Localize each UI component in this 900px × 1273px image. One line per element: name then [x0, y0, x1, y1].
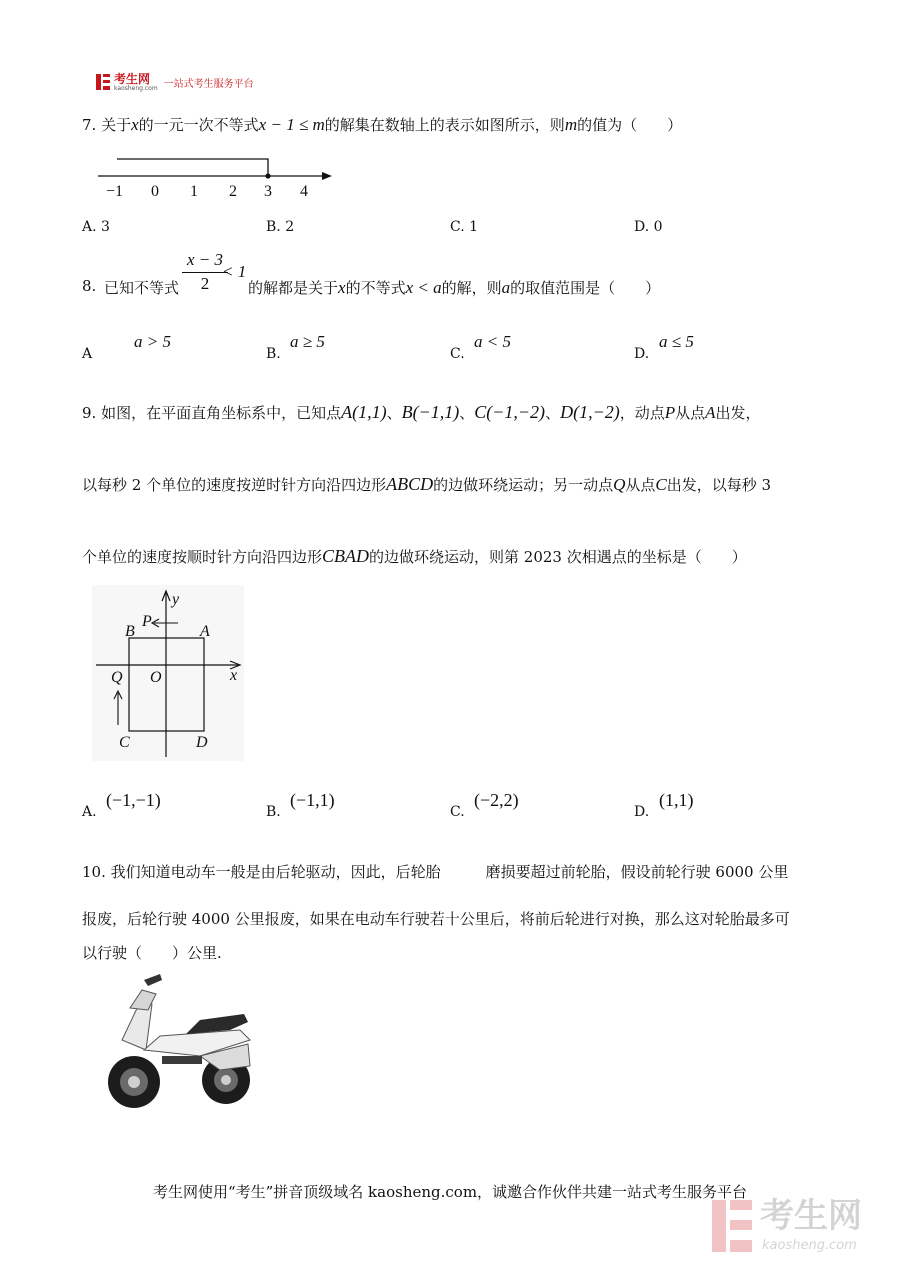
electric-scooter-image: [100, 970, 260, 1116]
axis-arrow-icon: [322, 172, 332, 180]
q9-option-d-letter[interactable]: D.: [634, 804, 650, 820]
coordinate-figure: [92, 585, 244, 761]
watermark-url: kaosheng.com: [762, 1238, 857, 1253]
fraction-denominator: 2: [200, 274, 210, 293]
logo-icon: [96, 74, 110, 90]
label-o: O: [150, 669, 162, 686]
question-9-line-2: 以每秒 2 个单位的速度按逆时针方向沿四边形ABCD的边做环绕运动；另一动点Q从点C出发，以每秒 3: [82, 474, 772, 494]
q8-option-d-value[interactable]: a ≤ 5: [659, 332, 694, 351]
watermark: [712, 1196, 882, 1260]
question-8-text: 已知不等式: [104, 279, 180, 297]
logo-name: 考生网: [114, 71, 151, 86]
q7-option-d[interactable]: D. 0: [634, 219, 663, 235]
axis-label: 1: [190, 183, 198, 200]
label-y: y: [172, 591, 180, 608]
axis-label: 4: [300, 183, 308, 200]
q9-option-b-value[interactable]: (−1,1): [290, 790, 335, 810]
label-p: P: [142, 613, 152, 630]
logo-slogan: 一站式考生服务平台: [163, 78, 254, 90]
label-x: x: [230, 667, 238, 684]
label-b: B: [125, 623, 135, 640]
site-logo: [96, 72, 254, 92]
q8-option-b-value[interactable]: a ≥ 5: [290, 332, 325, 351]
question-9-line-1: 9. 如图，在平面直角坐标系中，已知点A(1,1)、B(−1,1)、C(−1,−2)、D(1,−2)，动点P从点A出发，: [82, 402, 761, 422]
question-7-stem: 7. 关于x的一元一次不等式x − 1 ≤ m的解集在数轴上的表示如图所示，则m的值为（ ）: [82, 115, 683, 134]
question-number: 7.: [82, 116, 97, 134]
fraction-numerator: x − 3: [186, 250, 224, 269]
label-a: A: [200, 623, 210, 640]
watermark-logo-icon: [712, 1200, 752, 1252]
number-line-figure: [90, 150, 340, 202]
q8-option-d-letter[interactable]: D.: [634, 346, 650, 362]
question-10-line-2: 报废，后轮行驶 4000 公里报废，如果在电动车行驶若十公里后，将前后轮进行对换，那么这对轮胎最多可: [82, 910, 790, 928]
solution-bracket: [117, 159, 268, 176]
question-8-stem: 的解都是关于x的不等式x < a的解，则a的取值范围是（ ）: [248, 278, 661, 297]
label-c: C: [119, 734, 130, 751]
axis-label: 0: [151, 183, 159, 200]
axis-label: 3: [264, 183, 272, 200]
q9-option-a-letter[interactable]: A.: [82, 804, 97, 820]
q8-option-b-letter[interactable]: B.: [266, 346, 281, 362]
question-8-number: 8.: [82, 277, 97, 295]
question-10-line-3: 以行驶（ ）公里.: [82, 944, 222, 962]
footer-text: 考生网使用“考生”拼音顶级域名 kaosheng.com，诚邀合作伙伴共建一站式考生服务平台: [152, 1183, 748, 1201]
q8-option-c-letter[interactable]: C.: [450, 346, 465, 362]
q8-option-c-value[interactable]: a < 5: [474, 332, 511, 351]
q9-option-d-value[interactable]: (1,1): [659, 790, 694, 810]
q7-option-c[interactable]: C. 1: [450, 219, 479, 235]
question-9-line-3: 个单位的速度按顺时针方向沿四边形CBAD的边做环绕运动，则第 2023 次相遇点的坐标是（ ）: [82, 546, 747, 566]
q9-option-b-letter[interactable]: B.: [266, 804, 281, 820]
logo-url: kaosheng.com: [114, 84, 158, 92]
q9-option-a-value[interactable]: (−1,−1): [106, 790, 161, 810]
question-10-line-1: 10. 我们知道电动车一般是由后轮驱动，因此，后轮胎 磨损要超过前轮胎，假设前轮行驶 6000 公里: [82, 863, 789, 881]
q8-option-a-letter[interactable]: A: [82, 346, 93, 362]
solid-point: [265, 173, 270, 178]
axis-label: −1: [106, 183, 124, 200]
fraction-relation: < 1: [222, 262, 247, 281]
q8-option-a-value[interactable]: a > 5: [134, 332, 171, 351]
q9-option-c-value[interactable]: (−2,2): [474, 790, 519, 810]
label-d: D: [196, 734, 208, 751]
axis-label: 2: [229, 183, 237, 200]
q9-option-c-letter[interactable]: C.: [450, 804, 465, 820]
watermark-name: 考生网: [760, 1196, 862, 1236]
q7-option-a[interactable]: A. 3: [82, 219, 110, 235]
label-q: Q: [111, 669, 123, 686]
q7-option-b[interactable]: B. 2: [266, 219, 295, 235]
